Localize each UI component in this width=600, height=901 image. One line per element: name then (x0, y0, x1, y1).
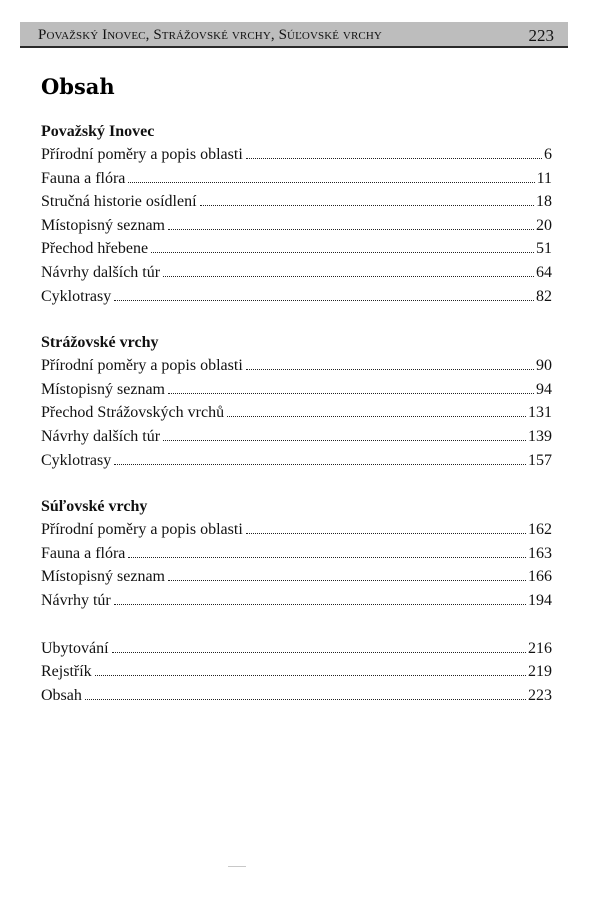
toc-entry-page: 64 (536, 263, 552, 281)
footer-mark (228, 866, 246, 869)
toc-entry[interactable] (41, 637, 552, 661)
dot-leader (168, 229, 534, 230)
toc-entry-page: 216 (528, 639, 552, 657)
toc-entry[interactable] (41, 190, 552, 214)
toc-entry-label: Přírodní poměry a popis oblasti (41, 146, 243, 163)
dot-leader (246, 533, 526, 534)
toc-entry-page: 90 (536, 357, 552, 375)
toc-entry-label: Místopisný seznam (41, 216, 165, 234)
toc-section (41, 496, 552, 612)
toc-entry[interactable] (41, 285, 552, 309)
toc-entry-page: 11 (536, 169, 552, 187)
toc-entry[interactable] (41, 401, 552, 425)
toc-entry-page: 82 (536, 287, 552, 305)
dot-leader (128, 557, 526, 558)
dot-leader (246, 369, 534, 370)
toc-entry-page: 20 (536, 216, 552, 234)
toc-entry-label: Fauna a flóra (41, 544, 126, 562)
toc-entry[interactable] (41, 167, 552, 191)
toc-list (41, 518, 552, 612)
toc-entry[interactable] (41, 518, 552, 542)
toc-entry-page: 223 (528, 686, 552, 704)
toc-entry[interactable] (41, 589, 552, 613)
toc-entry-label: Cyklotrasy (41, 287, 112, 305)
toc-entry-label: Přechod Strážovských vrchů (41, 404, 225, 422)
toc-entry[interactable] (41, 660, 552, 684)
page-number: 223 (528, 26, 554, 45)
toc-entry-label: Místopisný seznam (41, 568, 165, 586)
toc-entry-page: 166 (528, 568, 552, 586)
running-title: Považský Inovec, Strážovské vrchy, Súľovské vrchy (38, 27, 382, 43)
dot-leader (246, 158, 542, 159)
dot-leader (114, 300, 534, 301)
toc-entry-label: Místopisný seznam (41, 380, 165, 398)
toc-entry-page: 94 (536, 380, 552, 398)
toc-entry[interactable] (41, 237, 552, 261)
toc-entry-page: 219 (528, 663, 552, 681)
toc-entry-page: 18 (536, 193, 552, 211)
section-heading: Strážovské vrchy (41, 334, 159, 352)
toc-entry-page: 194 (528, 591, 552, 609)
page-title: Obsah (41, 74, 115, 99)
dot-leader (200, 205, 534, 206)
toc-entry-page: 139 (528, 427, 552, 445)
toc-list (41, 143, 552, 308)
dot-leader (85, 699, 526, 700)
dot-leader (163, 276, 534, 277)
toc-entry-label: Návrhy túr (41, 591, 111, 609)
toc-entry[interactable] (41, 565, 552, 589)
toc-entry-label: Přechod hřebene (41, 240, 149, 258)
toc-entry-label: Návrhy dalších túr (41, 427, 161, 445)
toc-entry[interactable] (41, 261, 552, 285)
toc-entry[interactable] (41, 378, 552, 402)
toc-entry[interactable] (41, 449, 552, 473)
table-of-contents (41, 121, 552, 731)
toc-entry-page: 162 (528, 521, 552, 539)
toc-entry[interactable] (41, 542, 552, 566)
dot-leader (151, 252, 534, 253)
toc-entry[interactable] (41, 425, 552, 449)
toc-entry-page: 163 (528, 544, 552, 562)
section-heading: Súľovské vrchy (41, 498, 148, 516)
toc-entry-label: Přírodní poměry a popis oblasti (41, 357, 243, 375)
toc-entry-label: Rejstřík (41, 663, 92, 681)
toc-entry[interactable] (41, 684, 552, 708)
toc-entry-label: Přírodní poměry a popis oblasti (41, 521, 243, 539)
toc-section (41, 332, 552, 472)
toc-entry-page: 157 (528, 451, 552, 469)
dot-leader (227, 416, 526, 417)
toc-entry-label: Fauna a flóra (41, 169, 126, 187)
toc-entry-page: 6 (544, 146, 552, 163)
toc-section (41, 637, 552, 708)
toc-list (41, 637, 552, 708)
toc-entry[interactable] (41, 214, 552, 238)
dot-leader (128, 182, 534, 183)
toc-entry-page: 51 (536, 240, 552, 258)
section-heading: Považský Inovec (41, 123, 155, 140)
toc-entry[interactable] (41, 143, 552, 167)
dot-leader (112, 652, 526, 653)
dot-leader (163, 440, 526, 441)
toc-entry-label: Cyklotrasy (41, 451, 112, 469)
toc-entry-label: Ubytování (41, 639, 109, 657)
dot-leader (114, 464, 526, 465)
toc-section (41, 121, 552, 308)
toc-entry-page: 131 (528, 404, 552, 422)
toc-entry-label: Obsah (41, 686, 82, 704)
running-header (20, 22, 568, 48)
dot-leader (168, 580, 526, 581)
dot-leader (168, 393, 534, 394)
dot-leader (95, 675, 526, 676)
toc-entry-label: Návrhy dalších túr (41, 263, 161, 281)
toc-entry[interactable] (41, 354, 552, 378)
toc-entry-label: Stručná historie osídlení (41, 193, 197, 211)
dot-leader (114, 604, 526, 605)
toc-list (41, 354, 552, 472)
